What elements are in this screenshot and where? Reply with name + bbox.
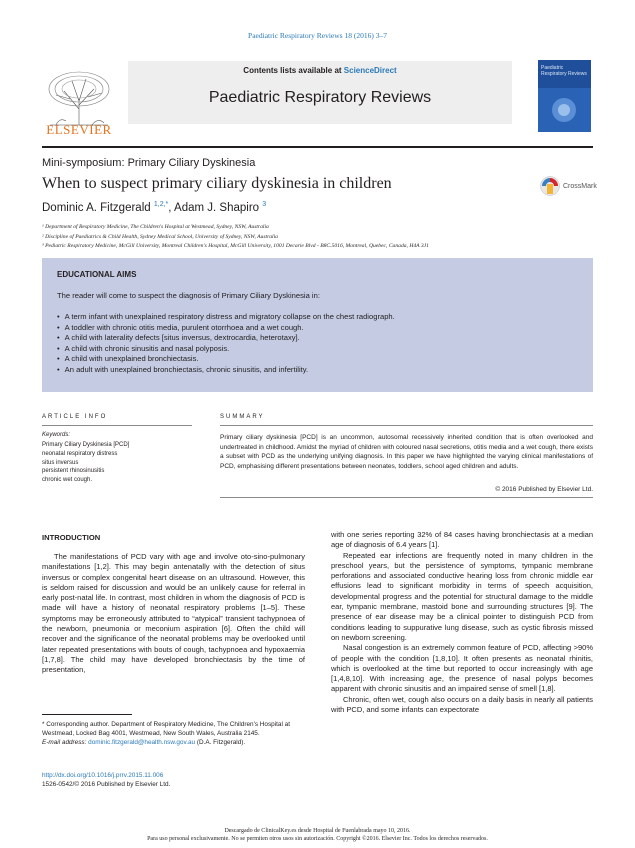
crossmark-label[interactable]: CrossMark <box>563 183 597 190</box>
paragraph: with one series reporting 32% of 84 cases having bronchiectasis at a median age of diagnosis of 6.4 years [1]. <box>331 530 593 550</box>
email-line <box>42 738 305 747</box>
paragraph: Chronic, often wet, cough also occurs on a daily basis in nearly all patients with PCD, and some infants can expectorate <box>331 694 593 715</box>
journal-name[interactable]: Paediatric Respiratory Reviews <box>208 89 432 106</box>
footnote <box>42 720 305 747</box>
doi-block <box>42 771 305 789</box>
educational-aims-intro: The reader will come to suspect the diagnosis of Primary Ciliary Dyskinesia in: <box>57 291 320 300</box>
summary-bottom-divider <box>220 497 593 498</box>
author-affiliation-marker[interactable]: 3 <box>262 201 267 208</box>
list-item: • A child with chronic sinusitis and nasal polyposis. <box>57 344 587 355</box>
sciencedirect-link[interactable]: ScienceDirect <box>343 66 397 75</box>
affiliations <box>42 223 602 252</box>
corresponding-author-note: * Corresponding author. Department of Respiratory Medicine, The Children's Hospital at Westmead, Locked Bag 4001, Westmead, New South Wales, Australia 2145. <box>42 721 290 737</box>
paragraph: The manifestations of PCD vary with age and involve oto-sino-pulmonary manifestations [1,2]. This may begin antenatally with the detection of situs inversus or complex congenital heart disease on an ultrasound. However, this is seldom raised for discussion and would be an unlikely cause for referral in early post-natal life. In contrast, most children in whom the diagnosis of PCD is made will have a history of neonatal respiratory problems [1–5]. These symptoms may be erroneously attributed to “atypical” transient tachypnoea of the newborn, pneumonia or meconium aspiration [6]. Often the child will recover and the significance of the neonatal problems may be overlooked until later repeated presentations with bouts of cough, tachypnoea and hypoxaemia [1,7,8]. The child may have developed bronchiectasis by the time of presentation, <box>42 552 305 675</box>
author-name[interactable]: Dominic A. Fitzgerald <box>42 201 151 214</box>
list-item: • A child with laterality defects [situs inversus, dextrocardia, heterotaxy]. <box>57 333 587 344</box>
issn-line: 1526-0542/© 2016 Published by Elsevier Ltd. <box>42 781 171 788</box>
introduction-heading: INTRODUCTION <box>42 533 101 542</box>
keyword: chronic wet cough. <box>42 477 93 484</box>
author-affiliation-marker[interactable]: 1,2,* <box>153 201 169 208</box>
author-name[interactable]: Adam J. Shapiro <box>174 201 260 214</box>
cover-art <box>538 88 591 132</box>
download-line: Descargado de ClinicalKey.es desde Hospital de Fuenlabrada mayo 10, 2016. <box>224 828 411 834</box>
cover-title: Paediatric Respiratory Reviews <box>541 65 587 77</box>
keyword: neonatal respiratory distress <box>42 450 118 457</box>
paragraph: Nasal congestion is an extremely common feature of PCD, affecting >90% of people with the condition [1,8,10]. It often presents as neonatal rhinitis, which is overlooked at the time but reported to occur increasingly with age [1,4,8,10]. With increasing age, the presence of nasal polyps becomes apparent with chronic sinusitis and an impaired sense of smell [1,8]. <box>331 643 593 694</box>
email-label: E-mail address: <box>42 739 89 746</box>
download-line: Para uso personal exclusivamente. No se permiten otros usos sin autorización. Copyright ©2016. Elsevier Inc. Todos los derechos reservados. <box>147 835 488 842</box>
list-item: • A term infant with unexplained respiratory distress and migratory collapse on the chest radiograph. <box>57 312 587 323</box>
contents-prefix: Contents lists available at <box>243 66 344 75</box>
section-label: Mini-symposium: Primary Ciliary Dyskinesia <box>42 157 256 169</box>
affiliation: ² Discipline of Paediatrics & Child Health, Sydney Medical School, University of Sydney, NSW, Australia <box>42 233 278 240</box>
journal-cover-thumbnail <box>538 60 591 132</box>
keywords-label: Keywords: <box>42 432 71 438</box>
author-separator: , <box>168 201 175 214</box>
keywords-list <box>42 441 192 485</box>
download-notice <box>0 828 635 844</box>
header-divider <box>42 146 593 148</box>
contents-available-line <box>128 66 512 75</box>
author-line <box>42 201 266 214</box>
summary-label: SUMMARY <box>220 414 265 420</box>
affiliation: ³ Pediatric Respiratory Medicine, McGill University, Montreal Children's Hospital, McGill University, 1001 Decarie Blvd - B8C.5016, Montreal, Quebec, Canada, H4A 3J1 <box>42 243 429 249</box>
journal-citation[interactable]: Paediatric Respiratory Reviews 18 (2016) 3–7 <box>248 31 387 40</box>
keyword: Primary Ciliary Dyskinesia [PCD] <box>42 442 130 448</box>
summary-divider <box>220 425 593 426</box>
footnote-divider <box>42 714 132 715</box>
article-info-label: ARTICLE INFO <box>42 414 108 420</box>
summary-text: Primary ciliary dyskinesia [PCD] is an uncommon, autosomal recessively inherited condition that is often overlooked and undertreated in childhood. Amidst the myriad of children with coloured nasal secretions, otitis media and a wet cough, there exists a subset with PCD as the underlying unifying diagnosis. In this paper we have highlighted the varying clinical manifestations of PCD, emphasising different presentations between neonates, toddlers, school aged children and adults. <box>220 434 593 470</box>
summary-copyright: © 2016 Published by Elsevier Ltd. <box>495 486 593 493</box>
educational-aims-heading: EDUCATIONAL AIMS <box>57 270 137 279</box>
body-column-left <box>42 552 305 676</box>
crossmark-icon[interactable] <box>540 176 560 196</box>
keyword: situs inversus <box>42 459 79 466</box>
elsevier-wordmark: ELSEVIER <box>46 122 112 137</box>
body-column-right <box>331 530 593 715</box>
list-item: • A toddler with chronic otitis media, purulent otorrhoea and a wet cough. <box>57 323 587 334</box>
email-suffix: (D.A. Fitzgerald). <box>195 739 246 746</box>
list-item: • A child with unexplained bronchiectasis. <box>57 354 587 365</box>
doi-link[interactable]: http://dx.doi.org/10.1016/j.prrv.2015.11.006 <box>42 772 164 779</box>
paragraph: Repeated ear infections are frequently noted in many children in the preschool years, but the persistence of symptoms, tympanic membrane perforations and associated conductive hearing loss from chronic middle ear effusions lead to significant morbidity in terms of speech acquisition, developmental progress and the potential for structural damage to the middle ear, tympanic membrane, mastoid bone and surrounding structures [9]. The presence of ear disease may be a clinical pointer to distinguish PCD from conditions leading to suppurative lung disease, such as cystic fibrosis missed on newborn screening. <box>331 550 593 642</box>
affiliation: ¹ Department of Respiratory Medicine, The Children's Hospital at Westmead, Sydney, NSW, Australia <box>42 224 269 230</box>
educational-aims-list <box>57 312 587 375</box>
email-link[interactable]: dominic.fitzgerald@health.nsw.gov.au <box>88 739 196 746</box>
keyword: persistent rhinosinusitis <box>42 468 105 475</box>
article-info-divider <box>42 425 192 426</box>
article-title: When to suspect primary ciliary dyskinesia in children <box>42 175 392 192</box>
list-item: • An adult with unexplained bronchiectasis, chronic sinusitis, and infertility. <box>57 365 587 376</box>
